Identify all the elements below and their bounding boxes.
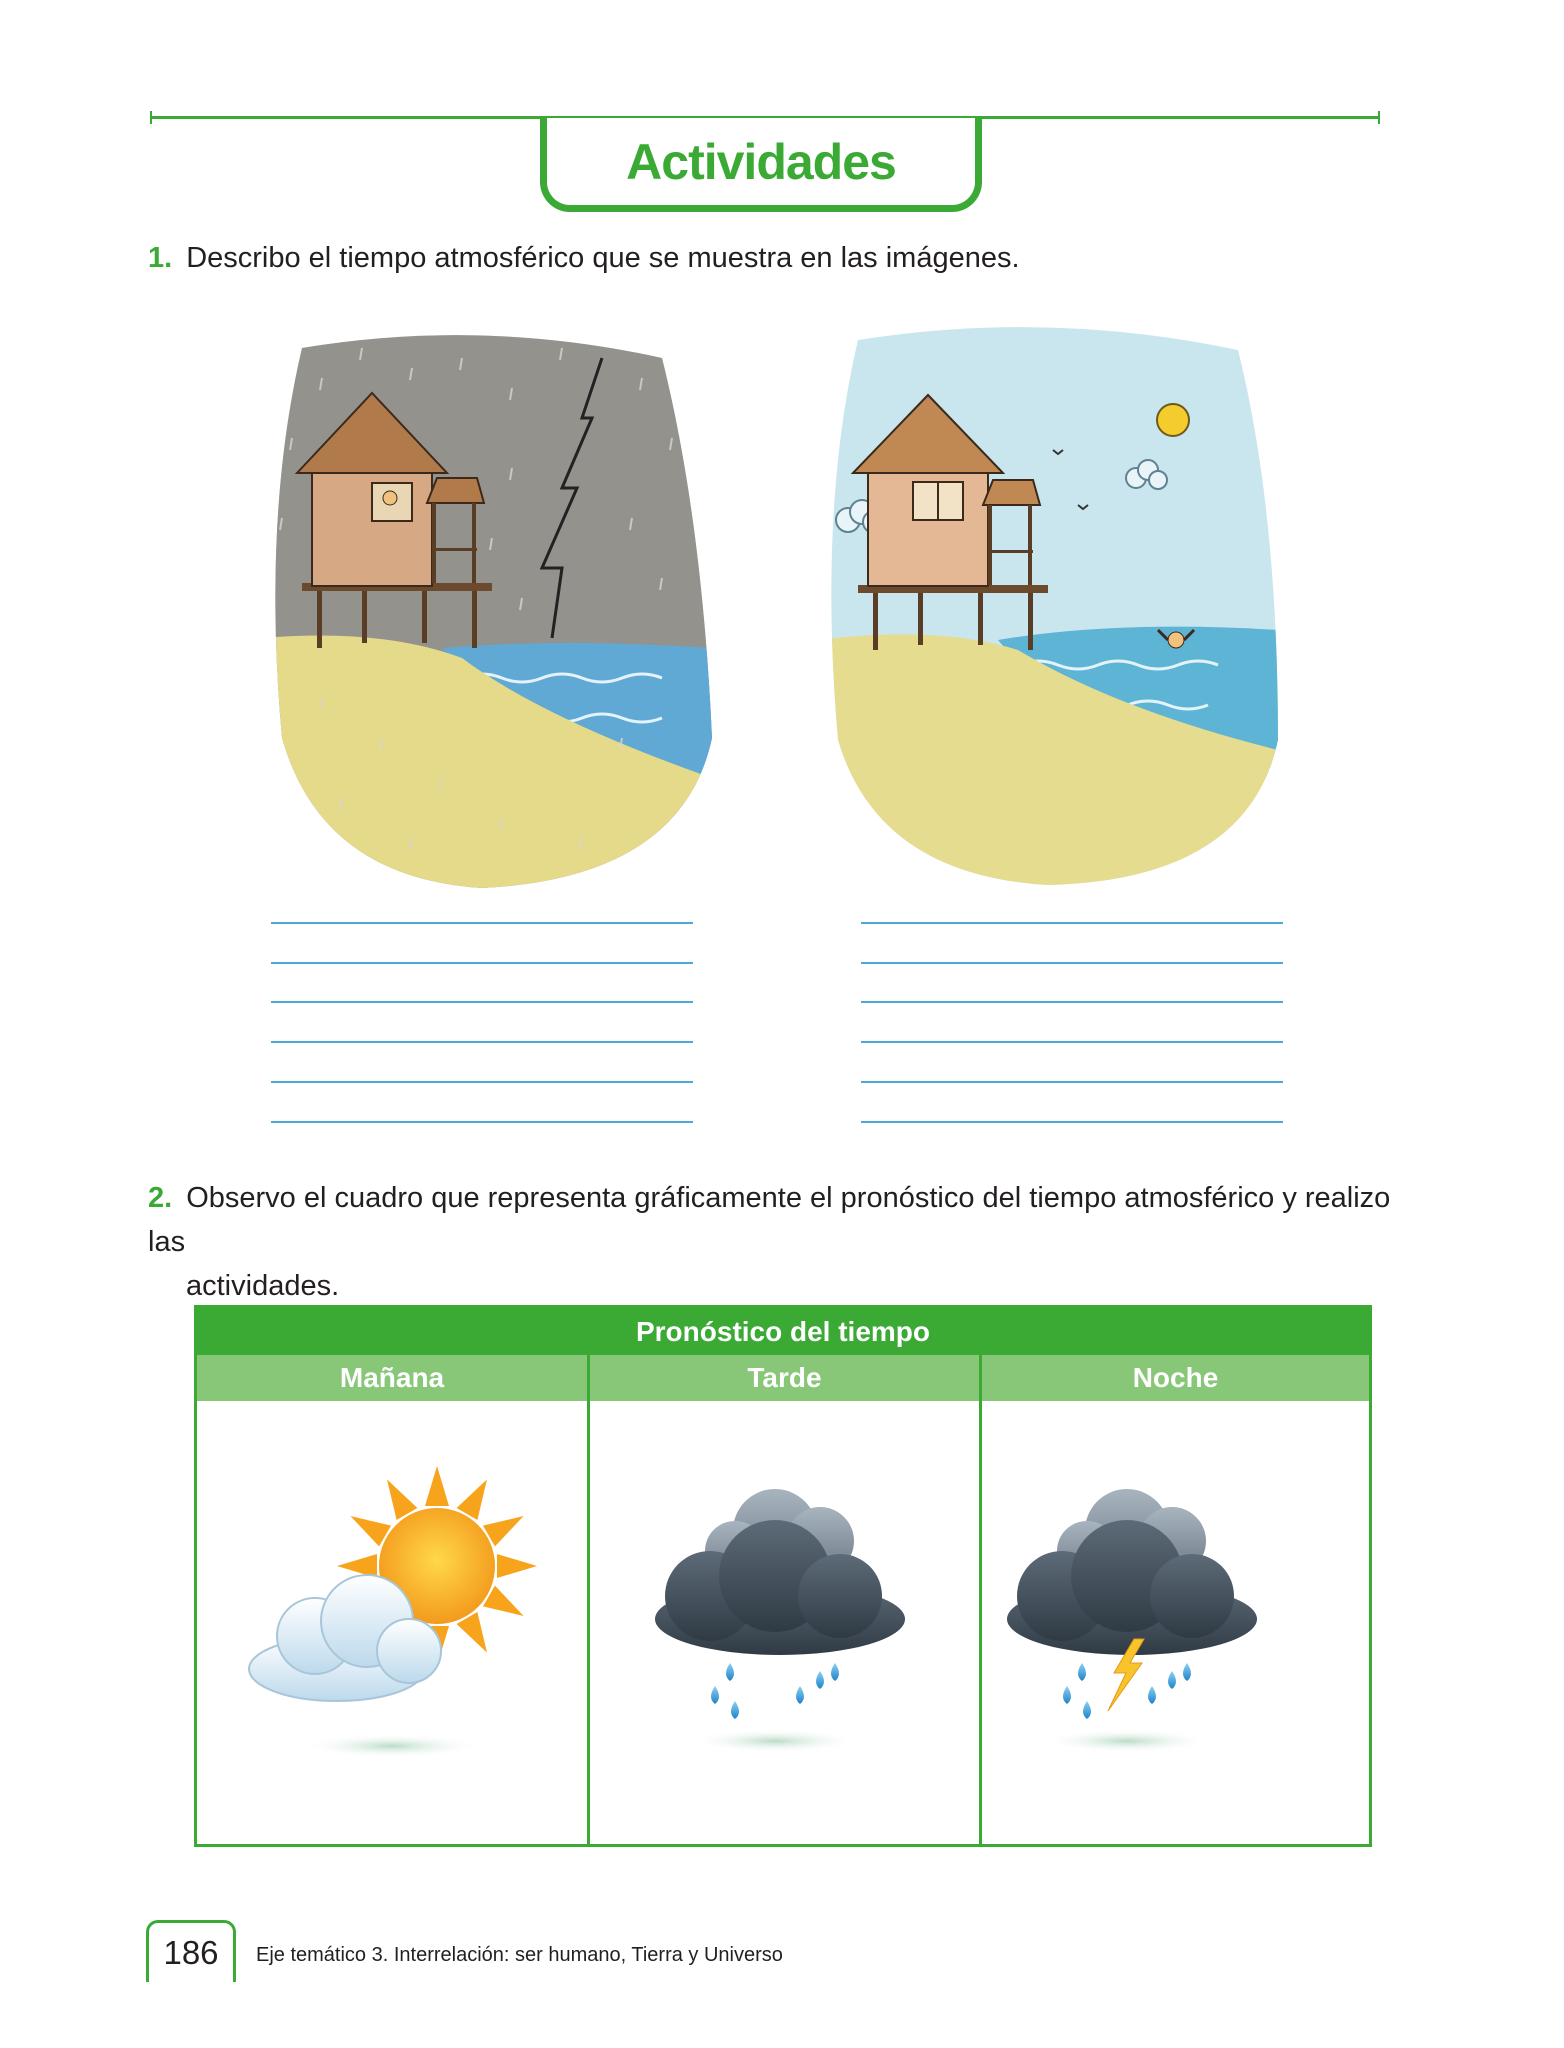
footer-text: Eje temático 3. Interrelación: ser humano, Tierra y Universo (256, 1944, 783, 1966)
answer-line-right-4[interactable] (861, 1041, 1283, 1043)
column-header-afternoon: Tarde (590, 1355, 979, 1401)
activity-2-instruction (148, 1176, 1398, 1308)
page-number-box (146, 1920, 236, 1982)
answer-line-right-2[interactable] (861, 962, 1283, 964)
answer-line-right-1[interactable] (861, 922, 1283, 924)
answer-line-left-1[interactable] (271, 922, 693, 924)
answer-line-left-2[interactable] (271, 962, 693, 964)
answer-line-right-5[interactable] (861, 1081, 1283, 1083)
answer-line-right-3[interactable] (861, 1001, 1283, 1003)
page-number: 186 (163, 1933, 219, 1971)
activity-1-number: 1. (148, 242, 173, 274)
answer-line-right-6[interactable] (861, 1121, 1283, 1123)
forecast-table (194, 1305, 1372, 1847)
sun-behind-cloud-icon (197, 1401, 587, 1844)
forecast-cell-afternoon (590, 1401, 979, 1844)
activity-1-text: Describo el tiempo atmosférico que se muestra en las imágenes. (186, 242, 1020, 274)
section-title: Actividades (626, 133, 896, 190)
column-header-morning: Mañana (197, 1355, 587, 1401)
activity-2-number: 2. (148, 1182, 173, 1214)
activity-1-instruction (148, 236, 1020, 280)
answer-line-left-6[interactable] (271, 1121, 693, 1123)
forecast-table-title: Pronóstico del tiempo (197, 1308, 1369, 1355)
thunderstorm-cloud-icon (982, 1401, 1369, 1844)
answer-line-left-4[interactable] (271, 1041, 693, 1043)
activity-2-text-line-1: Observo el cuadro que representa gráficamente el pronóstico del tiempo atmosférico y realizo las (148, 1182, 1391, 1258)
answer-line-left-5[interactable] (271, 1081, 693, 1083)
column-header-night: Noche (982, 1355, 1369, 1401)
section-title-box (540, 118, 982, 212)
rain-cloud-icon (590, 1401, 979, 1844)
forecast-cell-morning (197, 1401, 587, 1844)
answer-line-left-3[interactable] (271, 1001, 693, 1003)
stormy-beach-house-illustration (262, 318, 712, 898)
activity-2-text-line-2: actividades. (186, 1270, 340, 1302)
sunny-beach-house-illustration (818, 310, 1278, 890)
forecast-cell-night (982, 1401, 1369, 1844)
